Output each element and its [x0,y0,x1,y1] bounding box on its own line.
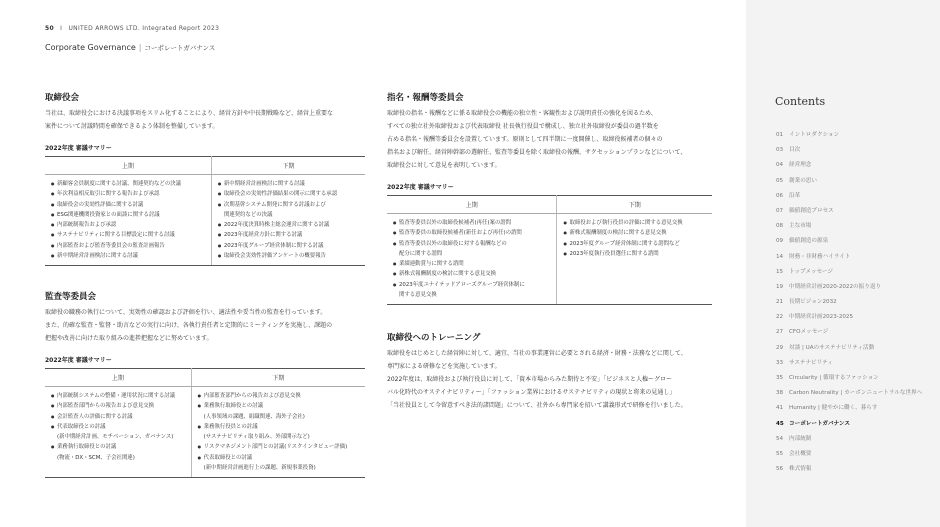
summary-item: ● ESG関連機関投資家との面談に関する討議 [51,210,207,220]
running-header [45,25,219,32]
training-body-line: 2022年度は、取締役および執行役員に対して、「資本市場からみた期待と不安」「ビジネスと人権ーグロー [387,376,672,383]
training-heading: 取締役へのトレーニング [387,333,481,343]
contents-item-label: 対談 | UAのサステナビリティ活動 [789,344,875,351]
contents-item[interactable] [776,371,922,386]
contents-list [776,128,922,477]
nomination-first-half-list [393,218,552,300]
training-paragraph [387,347,717,412]
contents-item[interactable] [776,280,922,295]
contents-item[interactable] [776,432,922,447]
contents-item-label: Humanity | 健やかに働く、暮らす [789,405,878,412]
section-title [45,43,215,52]
summary-item: ● 業務執行取締役との討議 [51,442,187,452]
summary-item: ● 2022年度決算時株主総会運営に関する討議 [218,220,361,230]
contents-item-label: 経営理念 [789,162,812,169]
summary-item: ● 2023年度グループ経営体制に関する諮問など [563,239,708,249]
contents-item[interactable] [776,250,922,265]
summary-item: 配分に関する諮問 [399,250,443,257]
contents-item-number: 56 [776,466,784,473]
contents-item-number: 09 [776,238,784,245]
contents-item-label: トップメッセージ [789,268,834,275]
summary-item: 関連契約などの決議 [223,211,273,218]
contents-item[interactable] [776,204,922,219]
audit-first-half-list [51,391,187,463]
training-body-line: 専門家による研修などを実施しています。 [387,363,501,370]
contents-title: Contents [775,95,826,108]
contents-item-number: 14 [776,253,784,260]
summary-item: ● 監査等委員以外の取締役候補者(再任)案の諮問 [393,218,552,228]
col-second-half: 下期 [557,196,712,214]
contents-item-label: サステナビリティ [789,359,833,366]
contents-item[interactable] [776,325,922,340]
contents-item-label: 価値創造の源泉 [789,238,829,245]
contents-item-label: Carbon Neutrality | カーボンニュートラルな世界へ [789,390,923,397]
contents-item[interactable] [776,128,922,143]
summary-item: ● 取締役会の実効性評価に関する討議 [51,200,207,210]
contents-item-number: 03 [776,147,784,154]
contents-item-number: 04 [776,162,784,169]
summary-item: (新中期経営計画、モチベーション、ガバナンス) [57,434,174,441]
header-divider: I [60,25,63,32]
col-first-half: 上期 [45,157,211,175]
section-title-sep: | [138,43,142,52]
summary-item: ● 代表取締役との討議 [51,422,187,432]
audit-second-half-list [198,391,361,473]
summary-item: ● 次期基幹システム開発に関する討議および [218,200,361,210]
summary-item: ● 監査等委員以外の取締役に対する報酬などの [393,239,552,249]
summary-item: ● 新顧客会員制度に関する討議、関連契約などの決議 [51,179,207,189]
summary-item: ● サステナビリティに関する目標設定に関する討議 [51,230,207,240]
nomination-heading: 指名・報酬等委員会 [387,93,464,103]
contents-item-number: 41 [776,405,784,412]
audit-section [45,290,365,478]
contents-item[interactable] [776,310,922,325]
contents-item-number: 29 [776,344,784,351]
contents-item[interactable] [776,174,922,189]
publication-name: UNITED ARROWS LTD. Integrated Report 2023 [68,25,220,32]
contents-item[interactable] [776,265,922,280]
summary-item: ● 業務執行役員との討議 [198,422,361,432]
contents-item-number: 08 [776,223,784,230]
training-body-line: 「当社役員として今留意すべき法的諸問題」について、社外から専門家を招いて講義形式で研修を行いました。 [387,402,687,409]
board-second-half-list [218,179,361,261]
contents-item-label: 目次 [789,147,801,154]
contents-item-label: 株式情報 [789,466,812,473]
contents-item-number: 01 [776,132,784,138]
board-summary-table [45,156,365,266]
contents-item-label: Circularity | 循環するファッション [789,375,879,381]
contents-item[interactable] [776,462,922,477]
contents-item[interactable] [776,295,922,310]
contents-item[interactable] [776,356,922,371]
board-summary-title: 2022年度 審議サマリー [45,145,112,152]
nomination-body-line: 取締役会に対して意見を表明しています。 [387,162,501,169]
nomination-body-line: すべての独立社外取締役および代表取締役 社長執行役員で構成し、独立社外取締役が委員の過半数を [387,123,659,130]
summary-item: ● 会計監査人の評価に関する討議 [51,412,187,422]
contents-item-label: 財務・非財務ハイライト [789,253,851,260]
contents-item-number: 15 [776,268,784,275]
contents-item[interactable] [776,234,922,249]
summary-item: ● 2023年度グループ経営体制に関する討議 [218,241,361,251]
contents-item-number: 19 [776,283,784,290]
summary-item: ● 監査等委員の取締役候補者(新任および再任)の諮問 [393,228,552,238]
nomination-body-line: 指名および解任、経営陣幹部の選解任、監査等委員を除く取締役の報酬、サクセッションプランなどについて、 [387,149,687,156]
col-second-half: 下期 [191,369,365,387]
training-body-line: 取締役をはじめとした経営陣に対して、適宜、当社の事業運営に必要とされる経済・財務・法務などに関して、 [387,350,687,357]
contents-item-number: 33 [776,359,784,366]
contents-item-label: 価値創造プロセス [789,207,834,214]
contents-item[interactable] [776,417,922,432]
col-first-half: 上期 [45,369,191,387]
summary-item: ● 年次利益相反取引に関する報告および承認 [51,189,207,199]
summary-item: ● 内部監査部門からの報告および意見交換 [51,401,187,411]
summary-item: (物流・DX・SCM、子会社関連) [57,454,135,461]
nomination-body-line: 占める指名・報酬等委員会を設置しています。原則として四半期に一度開催し、取締役候補者の個々の [387,136,663,143]
contents-item-label: 沿革 [789,192,801,199]
audit-summary-title: 2022年度 審議サマリー [45,357,112,364]
summary-item: ● 取締役会の実効性評価結果の開示に関する承認 [218,189,361,199]
contents-item-number: 55 [776,450,784,457]
board-first-half-list [51,179,207,261]
contents-item[interactable] [776,189,922,204]
contents-item-number: 27 [776,329,784,336]
contents-item-label: 会社概要 [789,450,812,457]
summary-item: (人事領域の課題、組織関連、海外子会社) [203,413,305,420]
summary-item: ● 新株式報酬制度の検討に関する意見交換 [393,269,552,279]
contents-item[interactable] [776,447,922,462]
summary-item: ● リスクマネジメント部門との討議(リスクインタビュー評価) [198,442,361,452]
contents-item-label: コーポレートガバナンス [789,420,850,427]
summary-item: ● 内部統制システムの整備・運用状況に関する討議 [51,391,187,401]
contents-item-number: 22 [776,314,784,321]
summary-item: ● 新株式報酬制度の検討に関する意見交換 [563,228,708,238]
contents-item[interactable] [776,341,922,356]
contents-item-label: 中期経営計画2020-2022の振り返り [789,283,882,290]
contents-item-label: 内部統制 [789,435,812,442]
summary-item: ● 内部監査および監査等委員会の監査計画報告 [51,241,207,251]
contents-item-number: 06 [776,192,784,199]
training-section [387,331,717,412]
summary-item: ● 取締役会実効性評価アンケートの概要報告 [218,251,361,261]
nomination-body-line: 取締役の指名・報酬などに係る取締役会の機能の独立性・客観性および説明責任の強化を図るため、 [387,110,657,117]
nomination-paragraph [387,107,712,172]
section-title-en: Corporate Governance [45,43,136,52]
nomination-summary-title: 2022年度 審議サマリー [387,184,454,191]
summary-item: ● 業務執行取締役との討議 [198,401,361,411]
audit-summary-table [45,368,365,478]
contents-item-label: 中期経営計画2023-2025 [789,314,854,321]
contents-item-label: イントロダクション [789,132,840,138]
page-number: 50 [45,25,54,32]
summary-item: ● 内部統制報告および承認 [51,220,207,230]
board-section [45,91,365,266]
contents-item-label: CFOメッセージ [789,329,829,336]
audit-body-line: また、的確な監査・監督・助言などの実行に向け、各執行責任者と定期的にミーティングを実施し、課題の [45,322,333,329]
audit-body-line: 取締役の職務の執行について、実効性の確認および評価を行い、適法性や妥当性の監査を行っています。 [45,309,327,316]
nomination-second-half-list [563,218,708,259]
section-title-jp: コーポレートガバナンス [144,44,216,52]
summary-item: ● 新中期経営計画検討に関する討議 [218,179,361,189]
contents-item-number: 45 [776,420,784,427]
contents-item-number: 07 [776,207,784,214]
contents-item-number: 05 [776,177,784,184]
contents-item-number: 35 [776,375,784,381]
col-first-half: 上期 [387,196,557,214]
contents-item[interactable] [776,401,922,416]
contents-item[interactable] [776,219,922,234]
audit-body-line: 把握や改善に向けた取り組みの進捗把握などに努めています。 [45,335,213,342]
contents-item-number: 38 [776,390,784,397]
board-paragraph [45,107,365,133]
contents-item-number: 54 [776,435,784,442]
summary-item: ● 業績連動賞与に関する諮問 [393,259,552,269]
contents-item[interactable] [776,143,922,158]
contents-item[interactable] [776,158,922,173]
summary-item: ● 2023年度経営方針に関する討議 [218,230,361,240]
audit-paragraph [45,306,365,345]
contents-item[interactable] [776,386,922,401]
contents-item-label: 主な市場 [789,223,812,230]
contents-item-number: 21 [776,299,784,306]
nomination-summary-table [387,195,712,305]
board-body-line: 当社は、取締役会における決議事項をスリム化することにより、経営方針や中長期戦略など、経営上重要な [45,110,334,117]
summary-item: ● 代表取締役との討議 [198,453,361,463]
summary-item: ● 内部監査部門からの報告および意見交換 [198,391,361,401]
summary-item: (新中期経営計画進行上の課題、新規事業投資) [203,465,316,472]
board-body-line: 案件について討議時間を確保できるよう体制を整備しています。 [45,123,219,130]
summary-item: ● 2023年度ユナイテッドアローズグループ経営体制に [393,280,552,290]
nomination-section [387,91,712,305]
summary-item: ● 新中期経営計画検討に関する討議 [51,251,207,261]
summary-item: ● 2023年度執行役員選任に関する諮問 [563,249,708,259]
summary-item: ● 取締役および執行役員の評価に関する意見交換 [563,218,708,228]
board-heading: 取締役会 [45,93,80,103]
contents-item-label: 長期ビジョン2032 [789,299,837,306]
summary-item: 関する意見交換 [399,292,437,299]
col-second-half: 下期 [211,157,365,175]
summary-item: (サステナビリティ取り組み、外部開示など) [203,434,310,441]
contents-item-label: 創業の思い [789,177,817,184]
audit-heading: 監査等委員会 [45,292,97,302]
training-body-line: バル化時代のサステイナビリティー」「ファッション業界におけるサステナビリティの現状と将来の見通し」 [387,389,676,396]
